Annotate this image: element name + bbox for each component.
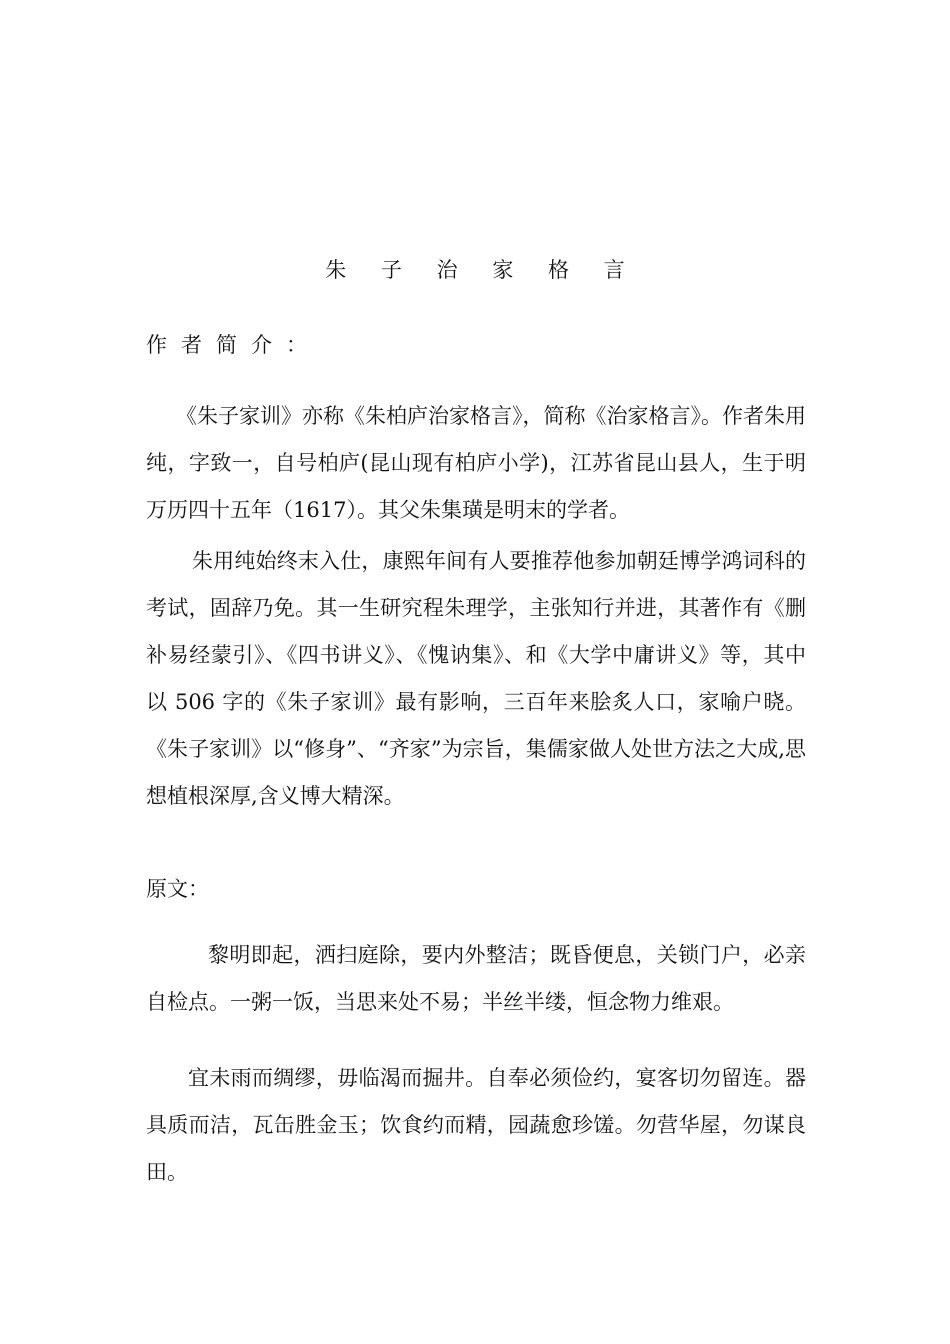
original-text-heading: 原文： <box>146 877 209 901</box>
original-paragraph-1: 黎明即起，洒扫庭除，要内外整洁；既昏便息，关锁门户，必亲自检点。一粥一饭，当思来处不易；半丝半缕，恒念物力维艰。 <box>146 943 806 1014</box>
intro-paragraph-1: 《朱子家训》亦称《朱柏庐治家格言》，简称《治家格言》。作者朱用纯，字致一，自号柏庐(昆山现有柏庐小学)，江苏省昆山县人，生于明万历四十五年（1617）。其父朱集璜是明末的学者。 <box>146 404 806 522</box>
document-title: 朱 子 治 家 格 言 <box>325 258 639 282</box>
original-paragraph-2: 宜未雨而绸缪，毋临渴而掘井。自奉必须俭约，宴客切勿留连。器具质而洁，瓦缶胜金玉；饮食约而精，园蔬愈珍馐。勿营华屋，勿谋良田。 <box>146 1066 806 1184</box>
intro-paragraph-2: 朱用纯始终末入仕，康熙年间有人要推荐他参加朝廷博学鸿词科的考试，固辞乃免。其一生研究程朱理学，主张知行并进，其著作有《删补易经蒙引》、《四书讲义》、《愧讷集》、和《大学中庸讲义》等，其中以 506 字的《朱子家训》最有影响，三百年来脍炙人口，家喻户晓。《朱子家训》以“修身”、“齐家”为宗旨，集儒家做人处世方法之大成,思想植根深厚,含义博大精深。 <box>146 549 806 808</box>
author-intro-heading: 作者简介： <box>146 333 321 357</box>
